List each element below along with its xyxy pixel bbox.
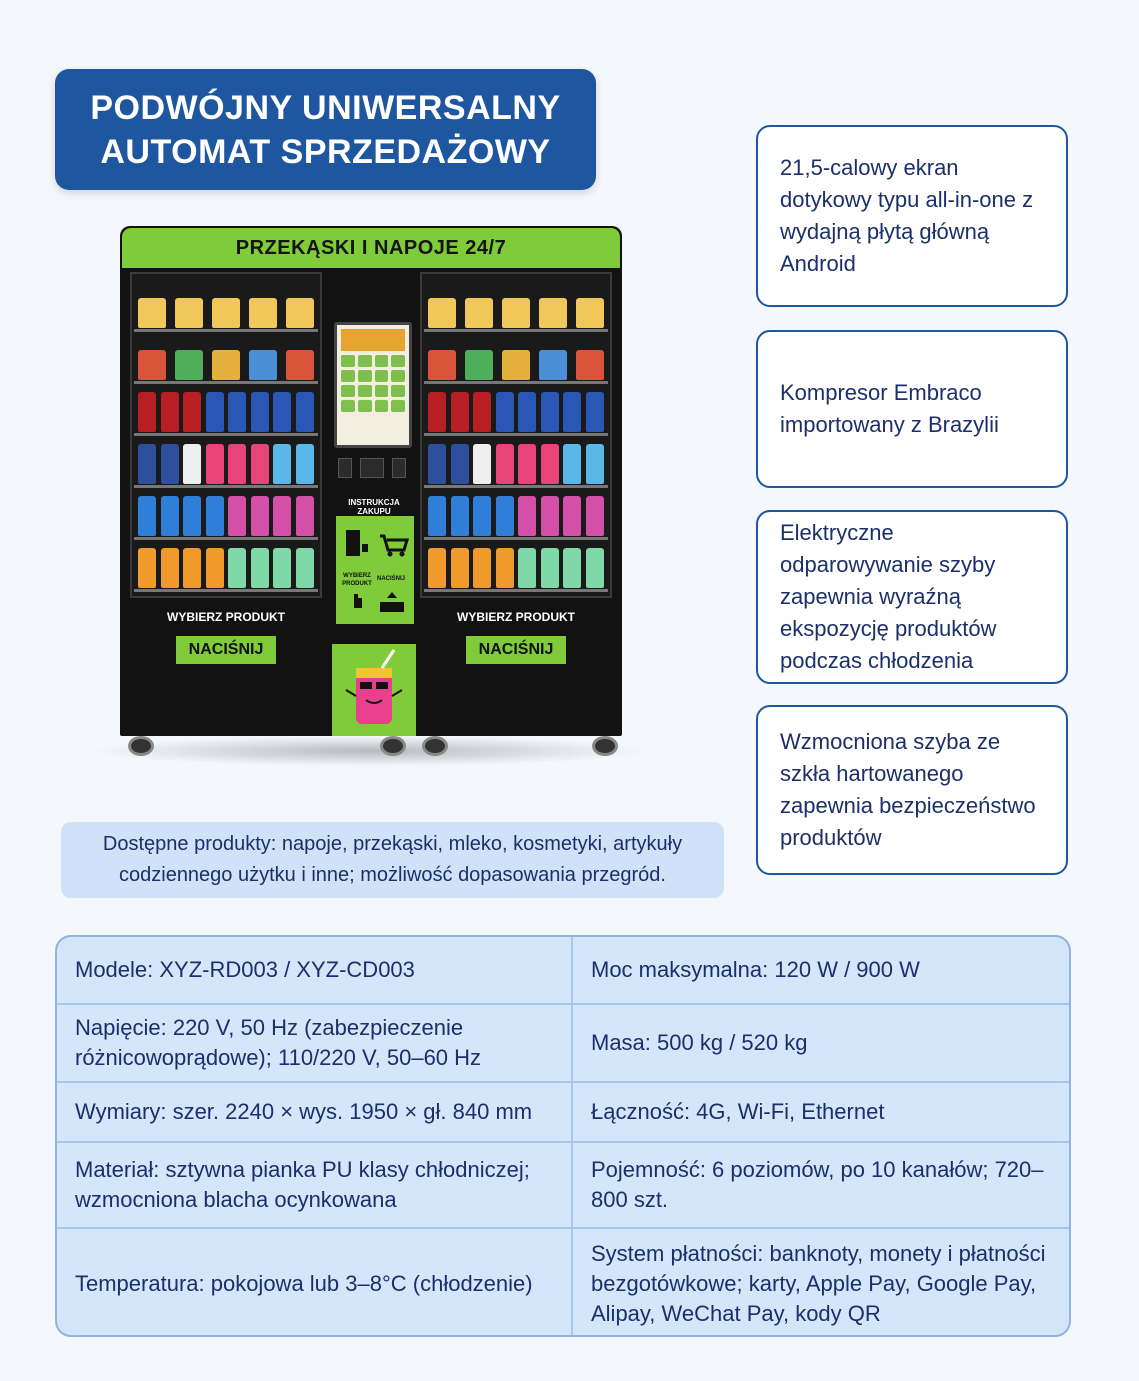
product-item	[175, 350, 203, 380]
floor-shadow	[90, 736, 650, 766]
product-item	[296, 392, 314, 432]
title-line-1: PODWÓJNY UNIWERSALNY	[90, 88, 561, 127]
product-item	[138, 444, 156, 484]
product-item	[206, 496, 224, 536]
left-door-label: WYBIERZ PRODUKT	[167, 610, 285, 624]
spec-power: Moc maksymalna: 120 W / 900 W	[591, 957, 920, 982]
product-item	[183, 392, 201, 432]
product-shelf	[428, 334, 604, 380]
product-item	[286, 350, 314, 380]
feature-compressor	[756, 330, 1068, 488]
product-item	[251, 392, 269, 432]
product-item	[473, 548, 491, 588]
product-item	[465, 298, 493, 328]
product-shelf	[138, 282, 314, 328]
product-shelf	[428, 282, 604, 328]
product-item	[473, 496, 491, 536]
product-shelf	[138, 490, 314, 536]
product-item	[586, 496, 604, 536]
product-item	[473, 444, 491, 484]
product-item	[496, 444, 514, 484]
instruction-step-1: WYBIERZ PRODUKT	[342, 573, 372, 587]
product-item	[451, 548, 469, 588]
product-item	[502, 298, 530, 328]
product-item	[428, 298, 456, 328]
spec-material: Materiał: sztywna pianka PU klasy chłodniczej; wzmocniona blacha ocynkowana	[75, 1157, 530, 1212]
spec-voltage: Napięcie: 220 V, 50 Hz (zabezpieczenie różnicowoprądowe); 110/220 V, 50–60 Hz	[75, 1015, 482, 1070]
product-item	[563, 392, 581, 432]
product-item	[502, 350, 530, 380]
product-item	[161, 392, 179, 432]
wheel-icon	[380, 736, 406, 756]
vending-machine-illustration	[90, 226, 650, 766]
wheel-icon	[422, 736, 448, 756]
product-item	[206, 444, 224, 484]
product-item	[496, 392, 514, 432]
product-shelf	[428, 490, 604, 536]
feature-text: Elektryczne odparowywanie szyby zapewnia wyraźną ekspozycję produktów podczas chłodzenia	[780, 520, 997, 673]
product-item	[183, 496, 201, 536]
feature-text: 21,5-calowy ekran dotykowy typu all-in-one z wydajną płytą główną Android	[780, 155, 1034, 276]
product-item	[138, 350, 166, 380]
can-mascot-icon	[332, 644, 416, 736]
product-item	[228, 496, 246, 536]
product-shelf	[428, 542, 604, 588]
product-item	[251, 548, 269, 588]
product-item	[451, 496, 469, 536]
spec-models: Modele: XYZ-RD003 / XYZ-CD003	[75, 957, 415, 982]
product-item	[228, 548, 246, 588]
product-item	[541, 496, 559, 536]
product-item	[576, 350, 604, 380]
product-item	[212, 350, 240, 380]
product-item	[539, 298, 567, 328]
left-select-button: NACIŚNIJ	[176, 636, 276, 664]
product-item	[518, 496, 536, 536]
card-reader-icon	[338, 458, 352, 478]
product-shelf	[428, 438, 604, 484]
product-shelf	[138, 542, 314, 588]
product-item	[428, 444, 446, 484]
product-item	[539, 350, 567, 380]
product-item	[586, 392, 604, 432]
product-item	[465, 350, 493, 380]
product-item	[576, 298, 604, 328]
product-item	[175, 298, 203, 328]
product-item	[273, 392, 291, 432]
left-glass-door	[130, 272, 322, 598]
product-item	[161, 496, 179, 536]
product-item	[138, 298, 166, 328]
product-item	[273, 548, 291, 588]
product-item	[273, 444, 291, 484]
right-select-button: NACIŚNIJ	[466, 636, 566, 664]
product-item	[428, 548, 446, 588]
bill-acceptor-icon	[360, 458, 384, 478]
spec-payment: System płatności: banknoty, monety i płatności bezgotówkowe; karty, Apple Pay, Google Pay, Alipay, WeChat Pay, kody QR	[591, 1241, 1046, 1326]
product-shelf	[138, 386, 314, 432]
product-item	[161, 548, 179, 588]
product-item	[206, 548, 224, 588]
product-item	[563, 548, 581, 588]
right-door-label: WYBIERZ PRODUKT	[457, 610, 575, 624]
instructions-title: INSTRUKCJA ZAKUPU	[348, 498, 400, 516]
feature-text: Wzmocniona szyba ze szkła hartowanego zapewnia bezpieczeństwo produktów	[780, 729, 1036, 850]
feature-glass-heating	[756, 510, 1068, 684]
product-item	[296, 496, 314, 536]
product-item	[212, 298, 240, 328]
product-item	[518, 444, 536, 484]
specifications-table	[55, 935, 1071, 1337]
spec-weight: Masa: 500 kg / 520 kg	[591, 1030, 808, 1055]
feature-tempered-glass	[756, 705, 1068, 875]
right-glass-door	[420, 272, 612, 598]
page-title	[55, 69, 596, 190]
instruction-step-2: NACIŚNIJ	[376, 576, 405, 582]
product-item	[183, 548, 201, 588]
product-shelf	[138, 334, 314, 380]
product-item	[586, 548, 604, 588]
product-item	[251, 444, 269, 484]
product-item	[286, 298, 314, 328]
instruction-icons	[336, 516, 414, 624]
feature-text: Kompresor Embraco importowany z Brazylii	[780, 380, 999, 437]
product-item	[138, 392, 156, 432]
product-shelf	[428, 386, 604, 432]
center-control-column	[332, 272, 416, 736]
wheel-icon	[592, 736, 618, 756]
product-item	[228, 392, 246, 432]
product-item	[428, 496, 446, 536]
product-item	[563, 496, 581, 536]
product-item	[296, 444, 314, 484]
spec-temperature: Temperatura: pokojowa lub 3–8°C (chłodzenie)	[75, 1271, 533, 1296]
product-item	[541, 548, 559, 588]
product-item	[428, 392, 446, 432]
spec-dimensions: Wymiary: szer. 2240 × wys. 1950 × gł. 840 mm	[75, 1099, 533, 1124]
wheel-icon	[128, 736, 154, 756]
spec-capacity: Pojemność: 6 poziomów, po 10 kanałów; 720–800 szt.	[591, 1157, 1044, 1212]
product-item	[138, 496, 156, 536]
product-item	[249, 350, 277, 380]
product-item	[251, 496, 269, 536]
product-item	[296, 548, 314, 588]
instructions-panel	[336, 516, 414, 624]
product-item	[541, 444, 559, 484]
product-item	[496, 548, 514, 588]
machine-cabinet	[120, 226, 622, 736]
title-line-2: AUTOMAT SPRZEDAŻOWY	[100, 132, 551, 171]
product-item	[518, 548, 536, 588]
product-item	[249, 298, 277, 328]
product-item	[451, 392, 469, 432]
product-shelf	[138, 438, 314, 484]
coin-slot-icon	[392, 458, 406, 478]
product-item	[273, 496, 291, 536]
available-products-text: Dostępne produkty: napoje, przekąski, mleko, kosmetyki, artykuły codziennego użytku i inne; możliwość dopasowania przegród.	[102, 833, 683, 886]
product-item	[451, 444, 469, 484]
product-item	[138, 548, 156, 588]
spec-connectivity: Łączność: 4G, Wi-Fi, Ethernet	[591, 1099, 885, 1124]
product-item	[586, 444, 604, 484]
product-item	[518, 392, 536, 432]
product-item	[563, 444, 581, 484]
product-item	[183, 444, 201, 484]
product-item	[161, 444, 179, 484]
product-item	[541, 392, 559, 432]
product-item	[428, 350, 456, 380]
touch-screen	[334, 322, 412, 448]
product-item	[496, 496, 514, 536]
feature-touchscreen	[756, 125, 1068, 307]
product-item	[206, 392, 224, 432]
product-item	[473, 392, 491, 432]
product-item	[228, 444, 246, 484]
machine-banner: PRZEKĄSKI I NAPOJE 24/7	[122, 228, 620, 268]
available-products-note	[61, 822, 724, 898]
